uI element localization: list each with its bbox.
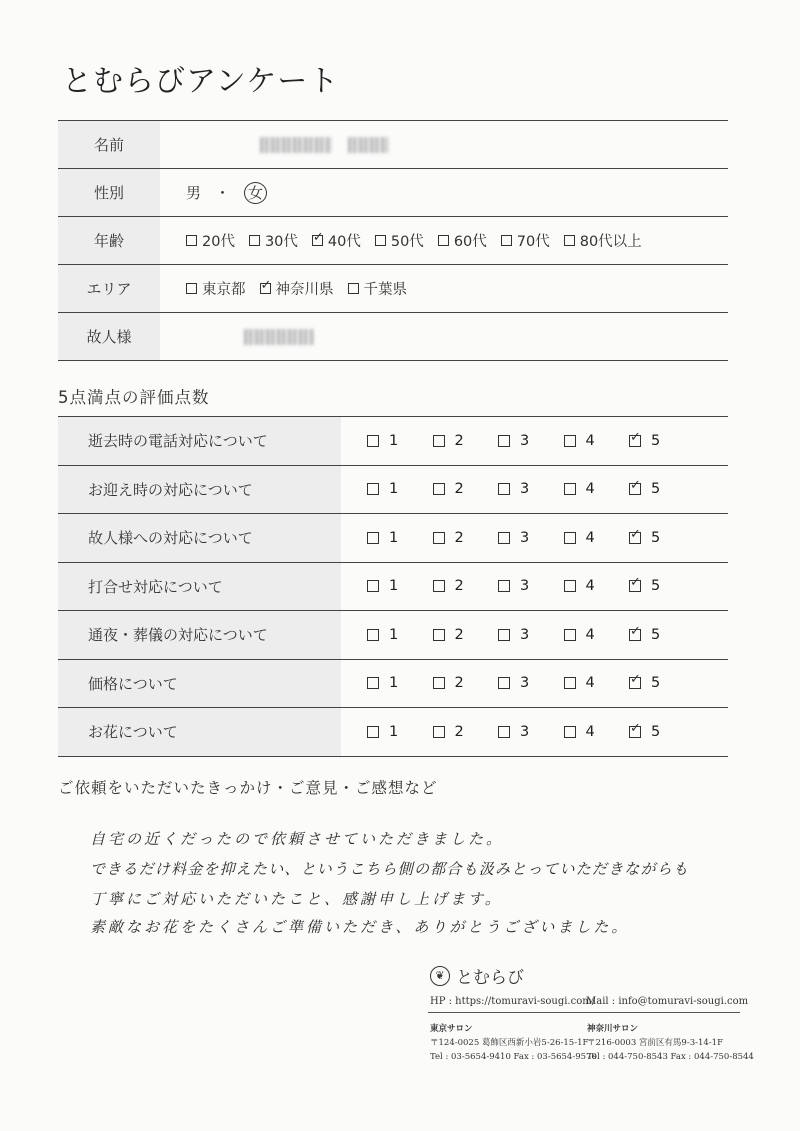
checkbox-icon[interactable] — [186, 283, 197, 294]
rating-option-label: 1 — [389, 432, 399, 449]
rating-option-label: 1 — [389, 675, 399, 692]
checkbox-icon[interactable] — [186, 235, 197, 246]
footer-logo — [430, 963, 524, 988]
checked-checkbox-icon[interactable] — [629, 483, 641, 495]
option-label: 東京都 — [202, 282, 246, 298]
option-label: 20代 — [202, 234, 235, 250]
rating-option-label: 5 — [651, 578, 661, 595]
rating-row — [58, 562, 728, 611]
feedback-line-2: できるだけ料金を抑えたい、というこちら側の都合も汲みとっていただきながらも — [90, 860, 690, 878]
age-options — [160, 230, 656, 251]
rating-option-label: 5 — [651, 675, 661, 692]
option-label: 80代以上 — [579, 234, 642, 250]
rating-options — [341, 481, 695, 497]
checkbox-icon[interactable] — [564, 532, 576, 544]
rating-option[interactable] — [498, 675, 564, 691]
logo-text: とむらび — [456, 968, 524, 988]
area-options — [160, 278, 421, 299]
rating-option-label: 4 — [585, 675, 595, 692]
rating-option-label: 4 — [585, 626, 595, 643]
rating-option[interactable] — [564, 627, 630, 643]
gender-row — [58, 168, 728, 216]
age-option[interactable] — [501, 230, 550, 251]
checkbox-icon[interactable] — [564, 629, 576, 641]
rating-option[interactable] — [629, 481, 695, 497]
rating-option-label: 2 — [454, 432, 464, 449]
area-option[interactable] — [348, 278, 408, 299]
rating-option[interactable] — [367, 530, 433, 546]
rating-option[interactable] — [433, 481, 499, 497]
feedback-line-3: 丁寧にご対応いただいたこと、感謝申し上げます。 — [90, 890, 503, 908]
rating-option[interactable] — [498, 724, 564, 740]
rating-row — [58, 416, 728, 465]
rating-option[interactable] — [629, 627, 695, 643]
rating-option-label: 3 — [520, 481, 530, 498]
rating-option-label: 3 — [520, 578, 530, 595]
rating-option[interactable] — [367, 724, 433, 740]
rating-option[interactable] — [433, 530, 499, 546]
rating-option-label: 4 — [585, 481, 595, 498]
rating-option-label: 5 — [651, 432, 661, 449]
rating-option[interactable] — [433, 675, 499, 691]
checkbox-icon[interactable] — [433, 677, 445, 689]
rating-option-label: 3 — [520, 529, 530, 546]
rating-option[interactable] — [367, 675, 433, 691]
rating-option[interactable] — [367, 433, 433, 449]
checked-checkbox-icon[interactable] — [629, 435, 641, 447]
gender-female-selected[interactable]: 女 — [244, 182, 267, 204]
checkbox-icon[interactable] — [498, 483, 510, 495]
rating-option[interactable] — [433, 433, 499, 449]
age-option[interactable] — [375, 230, 424, 251]
rating-option[interactable] — [498, 481, 564, 497]
checked-checkbox-icon[interactable] — [312, 235, 323, 246]
checkbox-icon[interactable] — [498, 726, 510, 738]
checkbox-icon[interactable] — [433, 483, 445, 495]
rating-option[interactable] — [367, 481, 433, 497]
option-label: 神奈川県 — [275, 282, 334, 298]
rating-row — [58, 707, 728, 757]
area-row — [58, 264, 728, 312]
rating-option-label: 2 — [454, 723, 464, 740]
option-label: 40代 — [327, 234, 361, 250]
rating-option[interactable] — [367, 627, 433, 643]
age-label: 年齢 — [58, 217, 160, 264]
redacted-name-part-1 — [260, 137, 332, 153]
checkbox-icon[interactable] — [498, 532, 510, 544]
checkbox-icon[interactable] — [348, 283, 359, 294]
redacted-name-part-2 — [348, 137, 388, 153]
rating-question: お花について — [58, 708, 341, 756]
checked-checkbox-icon[interactable] — [629, 726, 641, 738]
rating-question: 通夜・葬儀の対応について — [58, 611, 341, 659]
checkbox-icon[interactable] — [498, 677, 510, 689]
rating-option-label: 2 — [454, 626, 464, 643]
rating-option[interactable] — [498, 578, 564, 594]
checkbox-icon[interactable] — [367, 483, 379, 495]
rating-option-label: 3 — [520, 675, 530, 692]
rating-options — [341, 675, 695, 691]
checkbox-icon[interactable] — [498, 580, 510, 592]
rating-option-label: 5 — [651, 529, 661, 546]
rating-option-label: 5 — [651, 481, 661, 498]
rating-option-label: 4 — [585, 432, 595, 449]
info-table — [58, 120, 728, 361]
rating-question: お迎え時の対応について — [58, 466, 341, 514]
rating-option-label: 3 — [520, 723, 530, 740]
rating-option[interactable] — [564, 578, 630, 594]
rating-question: 打合せ対応について — [58, 563, 341, 611]
checked-checkbox-icon[interactable] — [629, 580, 641, 592]
rating-option-label: 1 — [389, 723, 399, 740]
rating-question: 故人様への対応について — [58, 514, 341, 562]
footer-divider — [428, 1012, 740, 1013]
rating-option[interactable] — [498, 627, 564, 643]
rating-option[interactable] — [564, 530, 630, 546]
rating-question: 逝去時の電話対応について — [58, 417, 341, 465]
page-title: とむらびアンケート — [62, 64, 340, 99]
checkbox-icon[interactable] — [498, 435, 510, 447]
rating-option[interactable] — [433, 627, 499, 643]
rating-option-label: 1 — [389, 529, 399, 546]
rating-option-label: 1 — [389, 481, 399, 498]
checkbox-icon[interactable] — [433, 532, 445, 544]
gender-label: 性別 — [58, 169, 160, 216]
tokyo-salon-info — [430, 1022, 597, 1064]
rating-option[interactable] — [629, 433, 695, 449]
feedback-heading: ご依頼をいただいたきっかけ・ご意見・ご感想など — [58, 779, 438, 797]
area-option[interactable] — [186, 278, 246, 299]
website-link[interactable]: HP : https://tomuravi-sougi.com/ — [430, 996, 596, 1007]
feedback-line-4: 素敵なお花をたくさんご準備いただき、ありがとうございました。 — [90, 918, 630, 936]
checkbox-icon[interactable] — [438, 235, 449, 246]
checkbox-icon[interactable] — [367, 677, 379, 689]
tokyo-salon-phone: Tel : 03-5654-9410 Fax : 03-5654-9570 — [430, 1052, 597, 1062]
checked-checkbox-icon[interactable] — [629, 677, 641, 689]
age-row — [58, 216, 728, 264]
checkbox-icon[interactable] — [433, 580, 445, 592]
rating-option-label: 4 — [585, 578, 595, 595]
deceased-row — [58, 312, 728, 361]
option-label: 千葉県 — [363, 282, 407, 298]
area-option[interactable] — [260, 278, 334, 299]
kanagawa-salon-phone: Tel : 044-750-8543 Fax : 044-750-8544 — [587, 1052, 754, 1062]
rating-option-label: 2 — [454, 578, 464, 595]
rating-option[interactable] — [498, 530, 564, 546]
leaf-logo-icon: ❦ — [430, 966, 450, 986]
rating-option-label: 2 — [454, 529, 464, 546]
checkbox-icon[interactable] — [498, 629, 510, 641]
rating-option-label: 3 — [520, 626, 530, 643]
gender-separator: ・ — [215, 184, 231, 202]
rating-option[interactable] — [564, 433, 630, 449]
option-label: 60代 — [453, 234, 487, 250]
rating-option-label: 3 — [520, 432, 530, 449]
kanagawa-salon-name: 神奈川サロン — [587, 1024, 639, 1034]
rating-option-label: 2 — [454, 675, 464, 692]
age-option[interactable] — [249, 230, 298, 251]
deceased-value-redacted — [160, 329, 314, 345]
name-row — [58, 120, 728, 168]
kanagawa-salon-address: 〒216-0003 宮前区有馬9-3-14-1F — [587, 1038, 723, 1048]
rating-option-label: 4 — [585, 529, 595, 546]
rating-row — [58, 659, 728, 708]
checkbox-icon[interactable] — [433, 435, 445, 447]
rating-option[interactable] — [433, 724, 499, 740]
checked-checkbox-icon[interactable] — [260, 283, 271, 294]
option-label: 30代 — [264, 234, 298, 250]
gender-value — [160, 182, 267, 204]
checkbox-icon[interactable] — [433, 726, 445, 738]
checkbox-icon[interactable] — [564, 726, 576, 738]
rating-options — [341, 627, 695, 643]
checkbox-icon[interactable] — [564, 235, 575, 246]
rating-option[interactable] — [629, 724, 695, 740]
age-option[interactable] — [186, 230, 235, 251]
name-value-redacted — [160, 137, 388, 153]
rating-row — [58, 513, 728, 562]
rating-option-label: 2 — [454, 481, 464, 498]
option-label: 70代 — [516, 234, 550, 250]
checkbox-icon[interactable] — [367, 629, 379, 641]
name-label: 名前 — [58, 121, 160, 168]
checkbox-icon[interactable] — [367, 726, 379, 738]
redacted-deceased-name — [244, 329, 314, 345]
age-option[interactable] — [438, 230, 487, 251]
rating-options — [341, 530, 695, 546]
checked-checkbox-icon[interactable] — [629, 629, 641, 641]
rating-heading: 5点満点の評価点数 — [58, 388, 210, 407]
rating-option-label: 1 — [389, 626, 399, 643]
rating-table — [58, 416, 728, 757]
rating-options — [341, 433, 695, 449]
rating-option[interactable] — [498, 433, 564, 449]
tokyo-salon-address: 〒124-0025 葛飾区西新小岩5-26-15-1F — [430, 1038, 589, 1048]
rating-option[interactable] — [564, 724, 630, 740]
checkbox-icon[interactable] — [367, 435, 379, 447]
rating-option[interactable] — [367, 578, 433, 594]
checkbox-icon[interactable] — [375, 235, 386, 246]
age-option[interactable] — [312, 230, 361, 251]
rating-option-label: 4 — [585, 723, 595, 740]
checked-checkbox-icon[interactable] — [629, 532, 641, 544]
feedback-line-1: 自宅の近くだったので依頼させていただきました。 — [90, 830, 505, 848]
age-option[interactable] — [564, 230, 642, 251]
rating-option-label: 1 — [389, 578, 399, 595]
kanagawa-salon-info — [587, 1022, 754, 1064]
area-label: エリア — [58, 265, 160, 312]
checkbox-icon[interactable] — [564, 435, 576, 447]
deceased-label: 故人様 — [58, 313, 160, 360]
rating-row — [58, 465, 728, 514]
rating-option[interactable] — [433, 578, 499, 594]
checkbox-icon[interactable] — [433, 629, 445, 641]
email-link[interactable]: Mail : info@tomuravi-sougi.com — [586, 996, 749, 1007]
checkbox-icon[interactable] — [249, 235, 260, 246]
rating-option[interactable] — [629, 578, 695, 594]
checkbox-icon[interactable] — [564, 677, 576, 689]
checkbox-icon[interactable] — [501, 235, 512, 246]
rating-option-label: 5 — [651, 723, 661, 740]
checkbox-icon[interactable] — [564, 483, 576, 495]
rating-option[interactable] — [629, 675, 695, 691]
rating-row — [58, 610, 728, 659]
rating-option-label: 5 — [651, 626, 661, 643]
rating-options — [341, 724, 695, 740]
option-label: 50代 — [390, 234, 424, 250]
checkbox-icon[interactable] — [564, 580, 576, 592]
checkbox-icon[interactable] — [367, 532, 379, 544]
gender-male[interactable]: 男 — [186, 184, 202, 202]
checkbox-icon[interactable] — [367, 580, 379, 592]
rating-question: 価格について — [58, 660, 341, 708]
rating-option[interactable] — [564, 675, 630, 691]
rating-option[interactable] — [564, 481, 630, 497]
tokyo-salon-name: 東京サロン — [430, 1024, 473, 1034]
rating-option[interactable] — [629, 530, 695, 546]
rating-options — [341, 578, 695, 594]
